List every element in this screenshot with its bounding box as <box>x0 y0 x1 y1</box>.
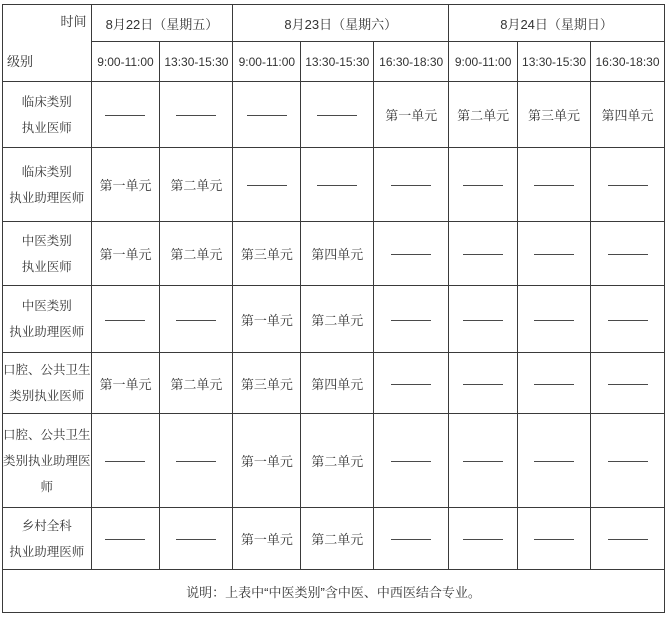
date-header-aug24: 8月24日（星期日） <box>449 5 665 42</box>
schedule-cell <box>591 414 665 508</box>
schedule-cell: 第三单元 <box>518 82 591 148</box>
table-row-clinical-assistant <box>3 148 665 222</box>
schedule-cell <box>160 82 233 148</box>
date-header-aug23: 8月23日（星期六） <box>233 5 449 42</box>
schedule-cell <box>374 414 449 508</box>
schedule-cell: 第二单元 <box>160 353 233 414</box>
category-label: 中医类别 执业医师 <box>3 222 92 286</box>
time-slot-header: 9:00-11:00 <box>449 42 518 82</box>
time-slot-header: 13:30-15:30 <box>160 42 233 82</box>
schedule-cell: 第二单元 <box>301 508 374 570</box>
schedule-cell <box>591 286 665 353</box>
schedule-cell <box>518 222 591 286</box>
table-row-clinical-physician <box>3 82 665 148</box>
schedule-cell <box>374 353 449 414</box>
category-label: 口腔、公共卫生 类别执业医师 <box>3 353 92 414</box>
category-label: 口腔、公共卫生 类别执业助理医 师 <box>3 414 92 508</box>
table-row-tcm-assistant <box>3 286 665 353</box>
schedule-cell: 第一单元 <box>91 353 160 414</box>
corner-cell <box>3 5 92 82</box>
schedule-cell: 第一单元 <box>374 82 449 148</box>
schedule-cell <box>91 82 160 148</box>
note-text: 说明：上表中“中医类别”含中医、中西医结合专业。 <box>3 570 665 613</box>
schedule-cell <box>301 148 374 222</box>
schedule-cell <box>449 353 518 414</box>
time-slot-header: 9:00-11:00 <box>233 42 301 82</box>
schedule-cell <box>518 353 591 414</box>
schedule-cell: 第四单元 <box>301 222 374 286</box>
schedule-cell: 第三单元 <box>233 222 301 286</box>
schedule-cell <box>91 286 160 353</box>
exam-schedule-table <box>2 4 665 613</box>
schedule-cell <box>374 222 449 286</box>
schedule-cell: 第一单元 <box>233 286 301 353</box>
schedule-cell <box>160 286 233 353</box>
schedule-cell <box>160 414 233 508</box>
schedule-cell <box>449 286 518 353</box>
schedule-cell: 第一单元 <box>233 508 301 570</box>
date-header-aug22: 8月22日（星期五） <box>91 5 233 42</box>
schedule-cell <box>591 148 665 222</box>
table-row-stomatology-publichealth-assistant <box>3 414 665 508</box>
date-header-row <box>3 5 665 42</box>
time-slot-header: 9:00-11:00 <box>91 42 160 82</box>
time-slot-header: 16:30-18:30 <box>591 42 665 82</box>
schedule-cell <box>449 414 518 508</box>
schedule-cell <box>591 353 665 414</box>
schedule-cell: 第一单元 <box>91 148 160 222</box>
time-slot-header: 13:30-15:30 <box>518 42 591 82</box>
time-axis-label: 时间 <box>60 14 87 29</box>
schedule-cell <box>518 286 591 353</box>
category-label: 中医类别 执业助理医师 <box>3 286 92 353</box>
schedule-cell: 第二单元 <box>160 222 233 286</box>
schedule-cell <box>301 82 374 148</box>
schedule-cell <box>591 508 665 570</box>
schedule-cell: 第一单元 <box>233 414 301 508</box>
schedule-cell <box>449 148 518 222</box>
schedule-cell <box>374 286 449 353</box>
schedule-cell <box>91 508 160 570</box>
schedule-cell: 第二单元 <box>160 148 233 222</box>
level-axis-label: 级别 <box>7 54 34 69</box>
table-row-tcm-physician <box>3 222 665 286</box>
schedule-cell: 第二单元 <box>301 414 374 508</box>
schedule-cell: 第一单元 <box>91 222 160 286</box>
schedule-cell <box>91 414 160 508</box>
schedule-cell <box>591 222 665 286</box>
schedule-cell <box>518 148 591 222</box>
category-label: 乡村全科 执业助理医师 <box>3 508 92 570</box>
schedule-cell: 第四单元 <box>301 353 374 414</box>
table-row-rural-general-assistant <box>3 508 665 570</box>
schedule-cell <box>518 414 591 508</box>
schedule-cell <box>374 148 449 222</box>
table-row-stomatology-publichealth-physician <box>3 353 665 414</box>
note-row <box>3 570 665 613</box>
schedule-cell <box>233 148 301 222</box>
schedule-cell <box>449 222 518 286</box>
category-label: 临床类别 执业医师 <box>3 82 92 148</box>
schedule-cell: 第二单元 <box>449 82 518 148</box>
schedule-cell <box>160 508 233 570</box>
schedule-cell: 第二单元 <box>301 286 374 353</box>
time-slot-header: 13:30-15:30 <box>301 42 374 82</box>
schedule-cell: 第三单元 <box>233 353 301 414</box>
schedule-cell <box>374 508 449 570</box>
schedule-cell <box>518 508 591 570</box>
schedule-cell: 第四单元 <box>591 82 665 148</box>
schedule-cell <box>233 82 301 148</box>
schedule-cell <box>449 508 518 570</box>
time-slot-header: 16:30-18:30 <box>374 42 449 82</box>
category-label: 临床类别 执业助理医师 <box>3 148 92 222</box>
time-slot-header-row <box>3 42 665 82</box>
